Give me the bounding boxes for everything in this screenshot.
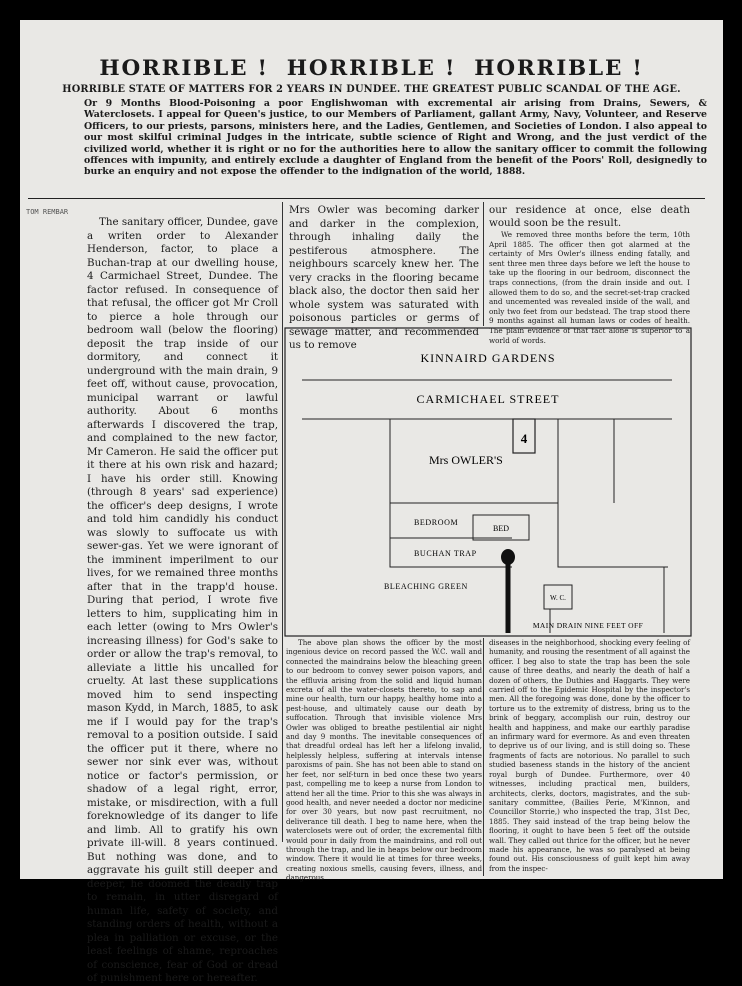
label-kinnaird-gardens: KINNAIRD GARDENS xyxy=(420,351,556,365)
label-bedroom: BEDROOM xyxy=(414,518,459,527)
subheadline: HORRIBLE STATE OF MATTERS FOR 2 YEARS IN DUNDEE. THE GREATEST PUBLIC SCANDAL OF THE AGE. xyxy=(62,84,681,95)
bottom-column-2-text: diseases in the neighborhood, shocking every feeling of humanity, and rousing the resentment of all against the officer. I beg also to state the trap has been the sole cause of three deaths, and nearly the death of half a dozen of others, the Duthies and Haggarts. They were carried off to the Epidemic Hospital by the inspector's men. All the foregoing was done, done by the officer to torture us to the extremity of distress, bring us to the brink of beggary, accomplish our ruin, destroy our health and happiness, and make our earthly paradise an infirmary ward for evermore. As and even threaten to deprive us of our living, and is still doing so. These fragments of facts are notorious. No parallel to such studied baseness stands in the history of the ancient royal burgh of Dundee. Furthermore, over 40 witnesses, including practical men, builders, architects, clerks, doctors, magistrates, and the sub-sanitary committee, (Bailies Perie, M'Kinnon, and Councillor Storrie,) who inspected the trap, 31st Dec, 1885. They said instead of the trap being below the flooring, it ought to have been 5 feet off the outside wall. They called out thrice for the officer, but he never made his appearance, he was so paralysed at being found out. His consciousness of guilt kept him away from the inspec- xyxy=(489,638,690,873)
buchan-trap-marker xyxy=(501,549,515,565)
column-3-lead xyxy=(489,204,690,230)
label-carmichael-street: CARMICHAEL STREET xyxy=(416,392,560,406)
bottom-column-1 xyxy=(286,638,482,883)
column-divider-1 xyxy=(282,202,283,842)
headline-word-3: HORRIBLE ! xyxy=(474,56,644,81)
column-divider-2 xyxy=(483,202,484,326)
label-buchan-trap: BUCHAN TRAP xyxy=(414,549,477,558)
column-divider-3 xyxy=(483,638,484,876)
intro-paragraph: Or 9 Months Blood-Poisoning a poor Englishwoman with excremental air arising from Drains, Sewers, & Waterclosets. I appeal for Queen's justice, to our Members of Parliament, gallant Army, Navy, Volunteer, and Reserve Officers, to our priests, parsons, ministers here, and the Ladies, Gentlemen, and Societies of London. I also appeal to our most skilful criminal Judges in the intricate, subtle science of Right and Wrong, and the just verdict of the civilized world, whether it is right or no for the authorities here to allow the sanitary officer to commit the following offences with impunity, and entirely exclude a daughter of England from the benefit of the Poors' Roll, designedly to burke an enquiry and not expose the offender to the indignation of the world, 1888. xyxy=(84,98,707,178)
header-divider xyxy=(28,198,705,199)
label-mrs-owlers: Mrs OWLER'S xyxy=(429,453,503,467)
bottom-column-1-text: The above plan shows the officer by the most ingenious device on record passed the W.C. wall and connected the maindrains below the bleaching green to our bedroom to convey sewer poison vapors, and the effluvia arising from the solid and liquid human excreta of all the water-closets thereto, to sap and mine our health, turn our happy, healthy home into a pest-house, and ultimately cause our death by suffocation. Through that invisible violence Mrs Owler was obliged to breathe pestilential air night and day 9 months. The inevitable consequences of that dreadful ordeal has left her a lifelong invalid, helplessly helpless, suffering at intervals intense paroxisms of pain. She has not been able to stand on her feet, nor self-turn in bed once these two years past, compelling me to keep a nurse from London to attend her all the time. Prior to this she was always in good health, and never needed a doctor nor medicine for over 30 years, but now past recruitment, no deliverance till death. I beg to name here, when the waterclosets were out of order, the excremental filth would pour in daily from the maindrains, and roll out through the trap, and lie in heaps below our bedroom window. There it would lie at times for three weeks, creating noxious smells, causing fevers, illness, and dangerous xyxy=(286,638,482,883)
label-wc: W. C. xyxy=(550,594,566,602)
headline-word-1: HORRIBLE ! xyxy=(99,56,269,81)
headline xyxy=(20,56,723,81)
house-wall-right xyxy=(558,419,668,567)
column-3-lead-text: our residence at once, else death would soon be the result. xyxy=(489,204,690,229)
column-1-text: The sanitary officer, Dundee, gave a writen order to Alexander Henderson, factor, to place a Buchan-trap at our dwelling house, 4 Carmichael Street, Dundee. The factor refused. In consequence of that refusal, the officer got Mr Croll to pierce a hole through our bedroom wall (below the flooring) deposit the trap inside of our dormitory, and connect it underground with the main drain, 9 feet off, without cause, provocation, municipal warrant or lawful authority. About 6 months afterwards I discovered the trap, and complained to the new factor, Mr Cameron. He said the officer put it there at his own risk and hazard; I have his order still. Knowing (through 8 years' sad experience) the officer's deep designs, I wrote and told him candidly his conduct was slowly to suffocate us with sewer-gas. Yet we were ignorant of the imminent imperilment to our lives, for we remained three months after that in the trapp'd house. During that period, I wrote five letters to him, supplicating him in each letter (owing to Mrs Owler's increasing illness) for God's sake to order or allow the trap's removal, to alleviate a little his uncalled for cruelty. At last these supplications moved him to send inspecting mason Kydd, in March, 1885, to ask me if I would pay for the trap's removal to a position outside. I said the officer put it there, where no sewer nor sink ever was, without notice or factor's permission, or shadow of a legal right, error, mistake, or misdirection, with a full foreknowledge of its danger to life and limb. All to gratify his own private ill-will. 8 years continued. But nothing was done, and to aggravate his guilt still deeper and deeper, he doomed the deadly trap to remain, in utter disregard of human life, safety of society, and standing orders of health, without a plea in palliation or excuse, or the least feelings of shame, reproaches of conscience, fear of God or dread of punishment here or hereafter. xyxy=(87,216,278,984)
handbill-sheet xyxy=(20,20,723,984)
column-3-small-text: We removed three months before the term, 10th April 1885. The officer then got alarmed at the certainty of Mrs Owler's illness ending fatally, and sent three men three days before we left the house to take up the flooring in our bedroom, disconnect the traps connections, (from the drain inside and out. I allowed them to do so, and the secret-set-trap cracked and uncemented was revealed inside of the wall, and only two feet from our bedstead. The trap stood there 9 months against all human laws or codes of health. The plain evidence of that fact alone is superior to a world of words. xyxy=(489,230,690,345)
plan-border xyxy=(285,328,691,636)
headline-word-2: HORRIBLE ! xyxy=(286,56,457,81)
label-bleaching-green: BLEACHING GREEN xyxy=(384,582,468,591)
house-number: 4 xyxy=(520,431,528,446)
owner-stamp: TOM REMBAR xyxy=(26,208,69,216)
site-plan xyxy=(284,327,692,637)
label-bed: BED xyxy=(493,524,509,533)
label-main-drain: MAIN DRAIN NINE FEET OFF xyxy=(532,621,644,630)
bottom-column-2 xyxy=(489,638,690,873)
column-2-text: Mrs Owler was becoming darker and darker in the complexion, through inhaling daily the pestiferous atmosphere. The neighbours scarcely knew her. The very cracks in the flooring became black also, the doctor then said her whole system was saturated with poisonous particles or germs of sewage matter, and recommended us to remove xyxy=(289,204,479,351)
house-wall-left xyxy=(390,419,512,567)
column-1 xyxy=(87,216,278,986)
